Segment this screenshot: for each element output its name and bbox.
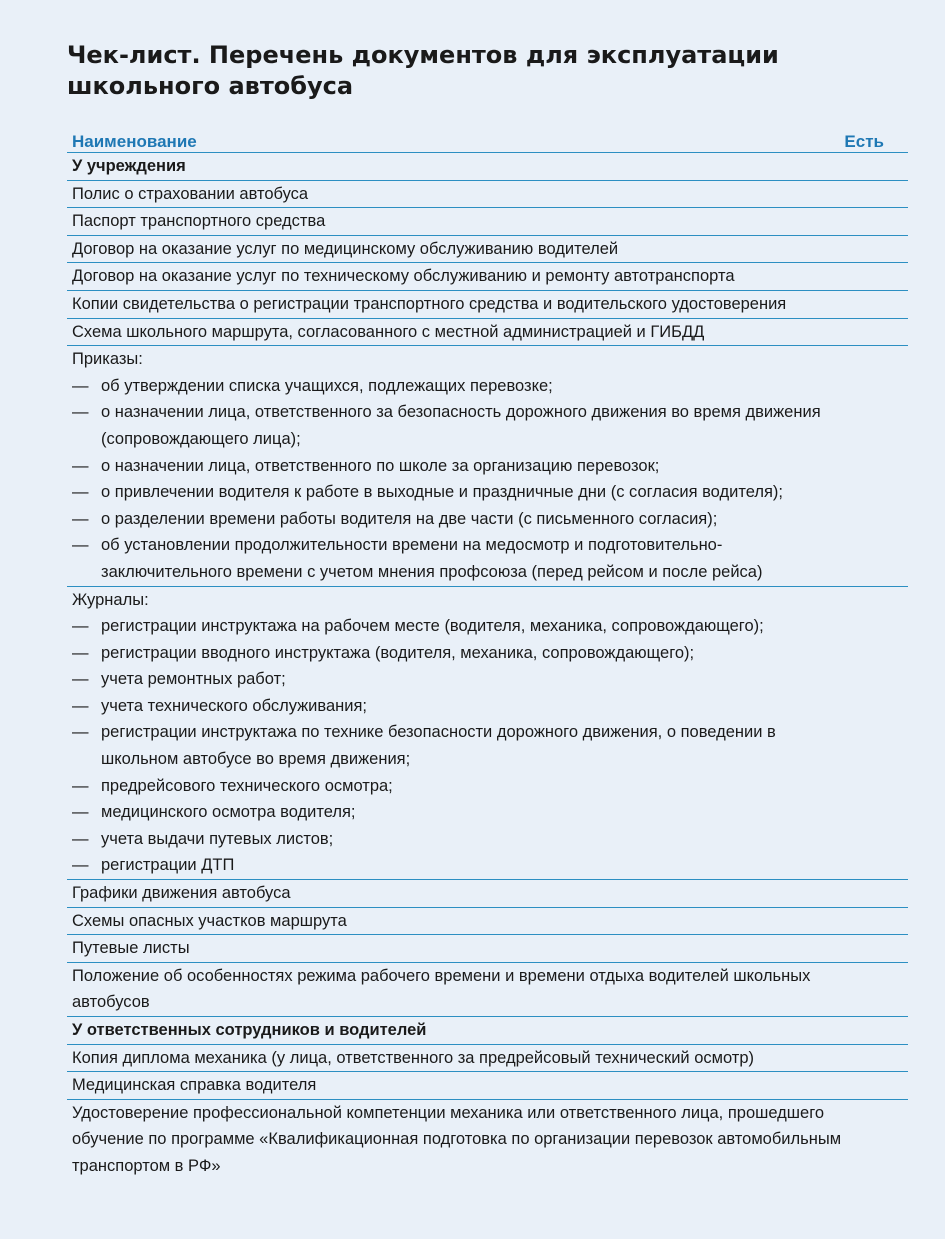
list-item [72, 453, 908, 480]
checklist-table [67, 128, 908, 1180]
list-item [72, 852, 908, 879]
list-item-text: регистрации инструктажа по технике безопасности дорожного движения, о поведении в школьном автобусе во время движения; [101, 723, 776, 769]
list-item [72, 613, 908, 640]
dash-marker: — [72, 643, 89, 662]
list-item-text: об утверждении списка учащихся, подлежащих перевозке; [101, 376, 553, 395]
list-item-text: регистрации ДТП [101, 856, 235, 875]
table-row [67, 908, 908, 936]
list-item-text: о назначении лица, ответственного за безопасность дорожного движения во время движения (сопровождающего лица); [101, 403, 821, 448]
row-text: Схема школьного маршрута, согласованного с местной администрацией и ГИБДД [72, 322, 705, 341]
row-text: Удостоверение профессиональной компетенции механика или ответственного лица, прошедшего обучение по программе «Квалификационная подготовка по организации перевозок автомобильным транспортом в РФ» [72, 1103, 842, 1175]
table-row [67, 291, 908, 319]
section-row-institution [67, 153, 908, 181]
dash-marker: — [72, 803, 89, 822]
list-item [72, 799, 908, 826]
table-row [67, 236, 908, 264]
dash-marker: — [72, 856, 89, 875]
list-item [72, 373, 908, 400]
table-row [67, 1072, 908, 1100]
list-item [72, 532, 908, 585]
list-item-text: медицинского осмотра водителя; [101, 803, 356, 822]
row-text: Схемы опасных участков маршрута [72, 911, 347, 930]
dash-marker: — [72, 456, 89, 475]
list-item-text: о назначении лица, ответственного по школе за организацию перевозок; [101, 456, 660, 475]
list-item [72, 666, 908, 693]
section-title: У ответственных сотрудников и водителей [72, 1021, 427, 1039]
orders-row [67, 346, 908, 586]
list-item [72, 479, 908, 506]
list-item [72, 506, 908, 533]
list-item [72, 773, 908, 800]
list-item [72, 693, 908, 720]
dash-marker: — [72, 670, 89, 689]
list-item-text: учета выдачи путевых листов; [101, 829, 334, 848]
list-item [72, 399, 908, 452]
column-header-have: Есть [844, 132, 884, 151]
row-text: Положение об особенностях режима рабочего времени и времени отдыха водителей школьных автобусов [72, 966, 811, 1012]
row-text: Копия диплома механика (у лица, ответственного за предрейсовый технический осмотр) [72, 1048, 755, 1067]
list-item-text: регистрации инструктажа на рабочем месте (водителя, механика, сопровождающего); [101, 617, 764, 636]
orders-label: Приказы: [72, 350, 143, 369]
table-row [67, 319, 908, 347]
dash-marker: — [72, 509, 89, 528]
dash-marker: — [72, 536, 89, 555]
dash-marker: — [72, 376, 89, 395]
dash-marker: — [72, 617, 89, 636]
dash-marker: — [72, 483, 89, 502]
journals-row [67, 587, 908, 881]
table-header [67, 128, 908, 153]
dash-marker: — [72, 776, 89, 795]
list-item-text: о привлечении водителя к работе в выходные и праздничные дни (с согласия водителя); [101, 483, 783, 502]
row-text: Копии свидетельства о регистрации транспортного средства и водительского удостоверения [72, 294, 787, 313]
column-header-name: Наименование [72, 132, 197, 151]
table-row [67, 263, 908, 291]
dash-marker: — [72, 403, 89, 422]
page-title: Чек-лист. Перечень документов для эксплуатации школьного автобуса [67, 41, 779, 100]
table-row [67, 880, 908, 908]
row-text: Паспорт транспортного средства [72, 212, 326, 231]
table-row [67, 1100, 908, 1180]
journals-label: Журналы: [72, 590, 149, 609]
list-item [72, 826, 908, 853]
table-row [67, 181, 908, 209]
list-item-text: об установлении продолжительности времени на медосмотр и подготовительно-заключительного времени с учетом мнения профсоюза (перед рейсом и после рейса) [101, 536, 763, 581]
dash-marker: — [72, 723, 89, 742]
row-text: Путевые листы [72, 939, 190, 958]
dash-marker: — [72, 829, 89, 848]
list-item [72, 640, 908, 667]
row-text: Полис о страховании автобуса [72, 184, 309, 203]
list-item-text: регистрации вводного инструктажа (водителя, механика, сопровождающего); [101, 643, 695, 662]
row-text: Медицинская справка водителя [72, 1076, 317, 1095]
table-row [67, 935, 908, 963]
table-row [67, 208, 908, 236]
table-row [67, 1045, 908, 1073]
list-item-text: предрейсового технического осмотра; [101, 776, 393, 795]
row-text: Договор на оказание услуг по техническому обслуживанию и ремонту автотранспорта [72, 267, 735, 286]
list-item [72, 719, 908, 772]
dash-marker: — [72, 696, 89, 715]
row-text: Договор на оказание услуг по медицинскому обслуживанию водителей [72, 239, 619, 258]
section-row-employees [67, 1017, 908, 1045]
list-item-text: о разделении времени работы водителя на две части (с письменного согласия); [101, 509, 718, 528]
section-title: У учреждения [72, 157, 186, 175]
table-row [67, 963, 908, 1017]
list-item-text: учета технического обслуживания; [101, 696, 368, 715]
list-item-text: учета ремонтных работ; [101, 670, 286, 689]
row-text: Графики движения автобуса [72, 884, 291, 903]
